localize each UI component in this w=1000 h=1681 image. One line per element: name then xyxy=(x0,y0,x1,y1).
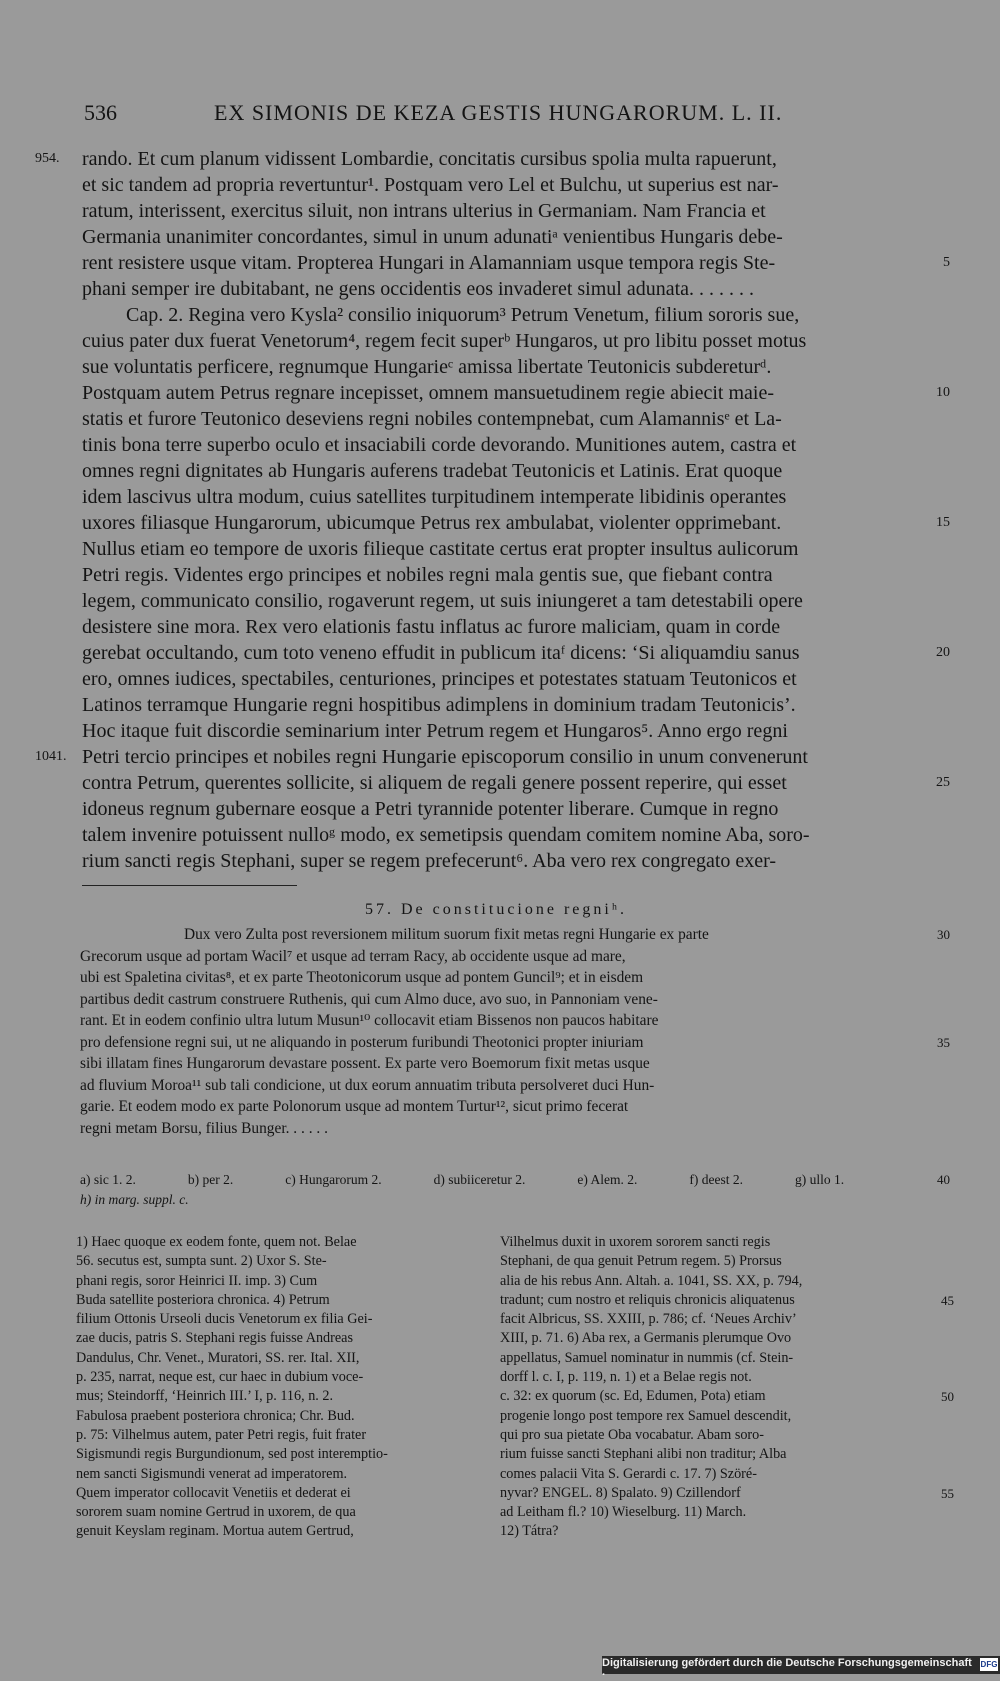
line-number: 25 xyxy=(936,775,950,790)
footnote-line xyxy=(76,1426,488,1445)
text-line xyxy=(82,302,912,328)
line-text: idem lascivus ultra modum, cuius satellites turpitudinem intemperate libidinis operantes xyxy=(82,486,787,508)
running-head xyxy=(84,100,924,130)
text-line xyxy=(82,588,912,614)
text-line xyxy=(82,328,912,354)
footnote-line xyxy=(500,1503,916,1522)
footnote-line xyxy=(76,1233,488,1252)
line-text: sue voluntatis perficere, regnumque Hungarieᶜ amissa libertate Teutonicis subdereturᵈ. xyxy=(82,356,772,378)
line-text: omnes regni dignitates ab Hungaris auferens tradebat Teutonicis et Latinis. Erat quoque xyxy=(82,460,783,482)
text-line xyxy=(82,718,912,744)
line-text: ubi est Spaletina civitas⁸, et ex parte Theotonicorum usque ad pontem Guncil⁹; et in eisdem xyxy=(80,969,644,986)
section-line xyxy=(80,1096,912,1118)
footnote-line xyxy=(500,1465,916,1484)
text-line xyxy=(82,172,912,198)
line-text: qui pro sua pietate Oba vocabatur. Abam soro- xyxy=(500,1426,764,1443)
line-text: Dandulus, Chr. Venet., Muratori, SS. rer. Ital. XII, xyxy=(76,1349,360,1366)
line-text: ero, omnes iudices, spectabiles, centuriones, principes et potestates statuam Teutonicos et xyxy=(82,668,797,690)
line-text: garie. Et eodem modo ex parte Polonorum usque ad montem Turtur¹², sicut primo fecerat xyxy=(80,1098,629,1115)
line-text: Petri tercio principes et nobiles regni Hungarie episcoporum consilio in unum convenerunt xyxy=(82,746,808,768)
text-line xyxy=(35,744,912,770)
footnote-line xyxy=(76,1407,488,1426)
main-text xyxy=(35,146,950,874)
line-text: ad Leitham fl.? 10) Wieselburg. 11) March. xyxy=(500,1504,747,1521)
line-text: Nullus etiam eo tempore de uxoris filieque castitate certus erat propter insultus aulicorum xyxy=(82,538,799,560)
line-text: alia de his rebus Ann. Altah. a. 1041, SS. XX, p. 794, xyxy=(500,1272,803,1289)
line-text: nem sancti Sigismundi venerat ad imperatorem. xyxy=(76,1465,348,1482)
line-text: Buda satellite posteriora chronica. 4) Petrum xyxy=(76,1291,330,1308)
text-line xyxy=(82,198,912,224)
footer-text: Digitalisierung gefördert durch die Deutsche Forschungsgemeinschaft · xyxy=(602,1657,972,1681)
footnote-line xyxy=(76,1310,488,1329)
line-number: 35 xyxy=(937,1034,950,1050)
line-number: 45 xyxy=(941,1292,954,1308)
line-number: 30 xyxy=(937,927,950,942)
text-line xyxy=(82,536,912,562)
line-text: tradunt; cum nostro et reliquis chronicis aliquatenus xyxy=(500,1291,795,1308)
section-line xyxy=(80,1075,912,1097)
line-number: 40 xyxy=(937,1172,950,1187)
text-line xyxy=(82,250,950,276)
line-text: facit Albricus, SS. XXIII, p. 786; cf. ‘Neues Archiv’ xyxy=(500,1311,797,1328)
section-line xyxy=(80,924,950,946)
line-number: 10 xyxy=(936,385,950,400)
text-line xyxy=(82,458,912,484)
line-number: 5 xyxy=(943,255,950,270)
line-text: uxores filiasque Hungarorum, ubicumque Petrus rex ambulabat, violenter opprimebant. xyxy=(82,512,782,534)
footnote-line xyxy=(76,1465,488,1484)
footnotes-right-column xyxy=(500,1233,954,1542)
text-line xyxy=(82,510,950,536)
footnote-line xyxy=(500,1291,954,1310)
footnote-line xyxy=(500,1387,954,1406)
line-text: sororem suam nomine Gertrud in uxorem, de qua xyxy=(76,1504,356,1521)
section-line xyxy=(80,1118,912,1140)
line-text: idoneus regnum gubernare eosque a Petri tyrannide potenter liberare. Cumque in regno xyxy=(82,798,779,820)
footnote-line xyxy=(76,1484,488,1503)
line-text: tinis bona terre superbo oculo et insaciabili corde devorando. Munitiones autem, castra et xyxy=(82,434,797,456)
line-text: 1) Haec quoque ex eodem fonte, quem not. Belae xyxy=(76,1234,357,1250)
apparatus-note: a) sic 1. 2. xyxy=(80,1172,136,1187)
critical-apparatus xyxy=(80,1170,950,1210)
line-text: mus; Steindorff, ‘Heinrich III.’ I, p. 116, n. 2. xyxy=(76,1388,334,1405)
line-text: sibi illatam fines Hungarorum devastare possent. Ex parte vero Boemorum fixit metas usque xyxy=(80,1055,650,1072)
line-text: rant. Et in eodem confinio ultra lutum Musun¹⁰ collocavit etiam Bissenos non paucos habitare xyxy=(80,1012,659,1029)
footnote-line xyxy=(76,1272,488,1291)
line-text: Sigismundi regis Burgundionum, sed post interemptio- xyxy=(76,1446,388,1463)
footnote-line xyxy=(76,1387,488,1406)
line-text: Dux vero Zulta post reversionem militum suorum fixit metas regni Hungarie ex parte xyxy=(184,926,709,943)
section-line xyxy=(80,946,912,968)
apparatus-note: b) per 2. xyxy=(187,1172,234,1187)
line-number: 55 xyxy=(941,1485,954,1501)
line-text: Petri regis. Videntes ergo principes et nobiles regni mala gentis sue, que fiebant contra xyxy=(82,564,773,586)
line-text: p. 235, narrat, neque est, cur haec in dubium voce- xyxy=(76,1369,364,1386)
line-text: Vilhelmus duxit in uxorem sororem sancti regis xyxy=(500,1234,771,1250)
line-text: appellatus, Samuel nominatur in nummis (cf. Stein- xyxy=(500,1349,794,1366)
section-57-title: 57. De constitucione regniʰ. xyxy=(365,901,627,918)
text-line xyxy=(82,692,912,718)
apparatus-note: d) subiiceretur 2. xyxy=(433,1172,526,1187)
line-text: rando. Et cum planum vidissent Lombardie, concitatis cursibus spolia multa rapuerunt, xyxy=(82,148,777,170)
text-line xyxy=(82,380,950,406)
text-line xyxy=(82,224,912,250)
line-text: pro defensione regni sui, ut ne aliquando in posterum furibundi Theotonici propter iniuriam xyxy=(80,1033,644,1051)
line-text: talem invenire potuissent nulloᵍ modo, ex semetipsis quendam comitem nomine Aba, soro- xyxy=(82,824,810,846)
running-title: EX SIMONIS DE KEZA GESTIS HUNGARORUM. L. II. xyxy=(214,100,783,125)
line-text: et sic tandem ad propria revertuntur¹. Postquam vero Lel et Bulchu, ut superius est nar- xyxy=(82,174,779,196)
footnote-line xyxy=(500,1349,916,1368)
line-text: c. 32: ex quorum (sc. Ed, Edumen, Pota) etiam xyxy=(500,1388,766,1405)
section-line xyxy=(80,1032,950,1054)
line-number: 50 xyxy=(941,1389,954,1405)
section-57 xyxy=(80,898,950,1139)
line-text: progenie longo post tempore rex Samuel descendit, xyxy=(500,1407,792,1424)
line-text: ad fluvium Moroa¹¹ sub tali condicione, ut dux eorum annuatim tributa persolveret duci Hun- xyxy=(80,1076,655,1094)
line-text: rent resistere usque vitam. Propterea Hungari in Alamanniam usque tempora regis Ste- xyxy=(82,252,776,274)
line-text: comes palacii Vita S. Gerardi c. 17. 7) Szöré- xyxy=(500,1465,757,1482)
text-line xyxy=(82,848,912,874)
text-line xyxy=(82,796,912,822)
text-line xyxy=(82,276,912,302)
footnote-line xyxy=(500,1329,916,1348)
footnote-line xyxy=(76,1291,488,1310)
line-text: Grecorum usque ad portam Wacil⁷ et usque ad terram Racy, ab occidente usque ad mare, xyxy=(80,947,626,965)
footnote-line xyxy=(500,1426,916,1445)
text-line xyxy=(82,562,912,588)
footnote-line xyxy=(500,1310,916,1329)
line-text: 12) Tátra? xyxy=(500,1523,559,1540)
apparatus-line xyxy=(80,1190,912,1210)
line-text: phani regis, soror Heinrici II. imp. 3) Cum xyxy=(76,1272,318,1289)
line-text: rium fuisse sancti Stephani alibi non traditur; Alba xyxy=(500,1446,787,1463)
footnote-line xyxy=(500,1252,916,1271)
line-text: legem, communicato consilio, rogaverunt regem, ut suis iniungeret a tam detestabili opere xyxy=(82,590,803,612)
line-text: gerebat occultando, cum toto veneno effudit in publicum itaᶠ dicens: ‘Si aliquamdiu sanus xyxy=(82,642,800,664)
apparatus-note: c) Hungarorum 2. xyxy=(285,1172,382,1187)
line-text: statis et furore Teutonico deseviens regni nobiles contempnebat, cum Alamannisᵉ et La- xyxy=(82,408,782,430)
footnotes-left-column xyxy=(76,1233,488,1542)
footnote-line xyxy=(76,1252,488,1271)
text-line xyxy=(82,406,912,432)
footnote-line xyxy=(76,1522,488,1541)
line-text: zae ducis, patris S. Stephani regis fuisse Andreas xyxy=(76,1330,353,1347)
line-text: Hoc itaque fuit discordie seminarium inter Petrum regem et Hungaros⁵. Anno ergo regni xyxy=(82,720,788,742)
footnote-line xyxy=(500,1445,916,1464)
text-line xyxy=(82,432,912,458)
line-text: Germania unanimiter concordantes, simul in unum adunatiᵃ venientibus Hungaris debe- xyxy=(82,226,783,248)
section-line xyxy=(80,989,912,1011)
line-text: cuius pater dux fuerat Venetorum⁴, regem fecit superᵇ Hungaros, ut pro libitu posset motus xyxy=(82,330,807,352)
dfg-logo: DFG xyxy=(980,1660,998,1669)
line-text: genuit Keyslam reginam. Mortua autem Gertrud, xyxy=(76,1523,354,1540)
footnote-divider xyxy=(82,885,297,886)
section-57-text xyxy=(80,924,950,1139)
line-text: Fabulosa praebent posteriora chronica; Chr. Bud. xyxy=(76,1407,355,1424)
page-number: 536 xyxy=(84,100,117,125)
year-marginal-note: 1041. xyxy=(35,749,67,764)
line-number: 20 xyxy=(936,645,950,660)
apparatus-note: h) in marg. suppl. c. xyxy=(80,1192,189,1207)
line-text: dorff l. c. I, p. 119, n. 1) et a Belae regis not. xyxy=(500,1369,752,1386)
line-text: p. 75: Vilhelmus autem, pater Petri regis, fuit frater xyxy=(76,1426,367,1443)
line-text: Latinos terramque Hungarie regni hospitibus adimplens in dominium tradam Teutonicis’. xyxy=(82,694,796,716)
footnote-line xyxy=(500,1522,916,1541)
footnote-line xyxy=(500,1233,916,1252)
footnote-line xyxy=(76,1329,488,1348)
apparatus-note: e) Alem. 2. xyxy=(577,1172,638,1187)
line-text: Quem imperator collocavit Venetiis et dederat ei xyxy=(76,1484,351,1501)
line-text: nyvar? ENGEL. 8) Spalato. 9) Czillendorf xyxy=(500,1484,741,1501)
section-line xyxy=(80,1010,912,1032)
section-line xyxy=(80,967,912,989)
line-text: rium sancti regis Stephani, super se regem prefecerunt⁶. Aba vero rex congregato exer- xyxy=(82,850,777,872)
text-line xyxy=(82,640,950,666)
text-line xyxy=(82,666,912,692)
line-text: desistere sine mora. Rex vero elationis fastu inflatus ac furore maliciam, quam in corde xyxy=(82,616,781,638)
text-line xyxy=(82,822,912,848)
text-line xyxy=(82,770,950,796)
line-text: regni metam Borsu, filius Bunger. . . . . . xyxy=(80,1119,328,1137)
line-text: 56. secutus est, sumpta sunt. 2) Uxor S. Ste- xyxy=(76,1253,327,1270)
text-line xyxy=(82,484,912,510)
digitization-footer xyxy=(602,1656,1000,1681)
line-text: filium Ottonis Urseoli ducis Venetorum ex filia Gei- xyxy=(76,1311,373,1328)
line-text: Cap. 2. Regina vero Kysla² consilio iniquorum³ Petrum Venetum, filium sororis sue, xyxy=(126,304,800,326)
footnote-line xyxy=(76,1445,488,1464)
line-text: Postquam autem Petrus regnare incepisset, omnem mansuetudinem regie abiecit maie- xyxy=(82,382,775,404)
section-line xyxy=(80,1053,912,1075)
apparatus-note: f) deest 2. xyxy=(689,1172,744,1187)
line-text: partibus dedit castrum construere Ruthenis, qui cum Almo duce, avo suo, in Pannoniam vene- xyxy=(80,990,658,1008)
footnote-line xyxy=(500,1368,916,1387)
apparatus-note: g) ullo 1. xyxy=(795,1172,845,1187)
footnote-line xyxy=(500,1272,916,1291)
text-line xyxy=(35,146,912,172)
text-line xyxy=(82,354,912,380)
footnote-line xyxy=(76,1503,488,1522)
line-text: ratum, interissent, exercitus siluit, non intrans ulterius in Germaniam. Nam Francia et xyxy=(82,200,766,222)
footnote-line xyxy=(76,1349,488,1368)
line-text: phani semper ire dubitabant, ne gens occidentis eos invaderet simul adunata. . . . . . . xyxy=(82,278,755,300)
footnote-line xyxy=(500,1407,916,1426)
footnote-line xyxy=(76,1368,488,1387)
line-text: Stephani, de qua genuit Petrum regem. 5) Prorsus xyxy=(500,1253,782,1270)
footnote-line xyxy=(500,1484,954,1503)
line-number: 15 xyxy=(936,515,950,530)
line-text: XIII, p. 71. 6) Aba rex, a Germanis plerumque Ovo xyxy=(500,1330,792,1347)
year-marginal-note: 954. xyxy=(35,151,60,166)
text-line xyxy=(82,614,912,640)
apparatus-line xyxy=(80,1170,950,1190)
line-text: contra Petrum, querentes sollicite, si aliquem de regali genere possent reperire, qui esset xyxy=(82,772,787,794)
